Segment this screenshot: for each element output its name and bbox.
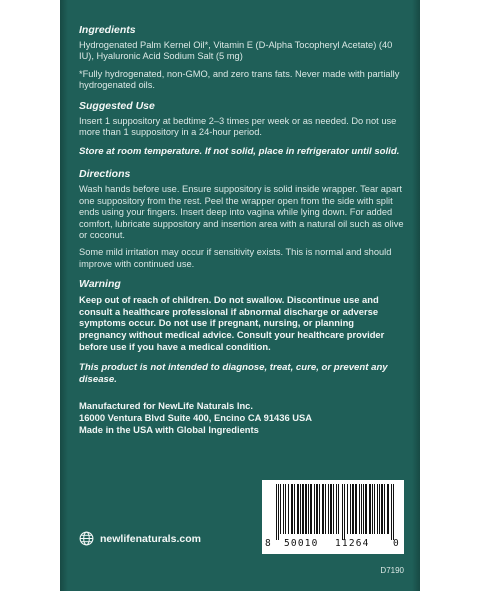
ingredients-heading: Ingredients [79,24,136,36]
barcode-bar [297,484,299,534]
barcode-bar [338,484,339,534]
manufacturer-info [79,400,404,436]
barcode-bar [342,484,343,540]
directions-heading: Directions [79,168,131,181]
warning-heading: Warning [79,278,121,291]
suggested-use-text: Insert 1 suppository at bedtime 2–3 times per week or as needed. Do not use more than 1 suppository in a 24-hour period. [79,115,397,138]
barcode-bar [310,484,312,534]
product-back-panel [60,0,420,591]
barcode-bar [374,484,375,534]
barcode-bar [328,484,329,534]
barcode-bar [369,484,371,534]
barcode-bar [314,484,315,534]
directions-note: Some mild irritation may occur if sensitivity exists. This is normal and should improve with continued use. [79,247,392,269]
ingredients-footnote: *Fully hydrogenated, non-GMO, and zero trans fats. Never made with partially hydrogenated oils. [79,68,400,91]
globe-icon [79,531,94,546]
suggested-use-section [79,100,404,139]
barcode-digit-first: 8 [265,538,271,549]
barcode-bar [352,484,354,534]
barcode-bar [330,484,332,534]
barcode-bar [300,484,301,534]
barcode-bar [322,484,324,534]
barcode [262,480,404,554]
website-text: newlifenaturals.com [100,532,201,545]
barcode-bar [276,484,277,540]
barcode-digit-last: 0 [393,538,399,549]
directions-section [79,168,404,270]
barcode-bar [325,484,326,534]
storage-note: Store at room temperature. If not solid, place in refrigerator until solid. [79,146,400,158]
ingredients-section [79,24,404,92]
barcode-bar [347,484,348,534]
barcode-bar [387,484,389,534]
warning-section [79,278,404,352]
barcode-bar [294,484,295,534]
barcode-bar [285,484,286,534]
suggested-use-heading: Suggested Use [79,99,155,112]
barcode-bar [308,484,309,534]
manufacturer-line-3: Made in the USA with Global Ingredients [79,424,259,436]
footer [79,472,404,575]
barcode-bar [379,484,380,534]
barcode-bar [344,484,345,540]
barcode-bar [384,484,385,534]
barcode-digits-right: 11264 [335,538,370,549]
barcode-bar [391,484,392,540]
barcode-bar [359,484,360,534]
barcode-bar [305,484,307,534]
barcode-digits-left: 50010 [284,538,319,549]
barcode-bar [363,484,364,534]
barcode-bar [365,484,367,534]
barcode-bar [291,484,293,534]
barcode-bar [350,484,351,534]
barcode-bar [355,484,357,534]
manufacturer-line-1: Manufactured for NewLife Naturals Inc. [79,400,253,412]
barcode-bar [361,484,362,534]
barcode-bar [280,484,281,534]
warning-text: Keep out of reach of children. Do not swallow. Discontinue use and consult a healthcare professional if abnormal discharge or adverse symptoms occur. Do not use if pregnant, nursing, or planning pregnancy without medical advice. Consult your healthcare provider before use if you have a medical condition. [79,294,385,352]
barcode-bar [336,484,337,534]
disclaimer: This product is not intended to diagnose, treat, cure, or prevent any disease. [79,362,388,386]
barcode-bar [302,484,304,534]
product-code: D7190 [380,566,404,575]
website-link[interactable] [79,531,201,546]
barcode-bar [319,484,320,534]
barcode-bar [283,484,284,534]
barcode-bar [372,484,373,534]
barcode-bar [288,484,289,534]
barcode-bar [381,484,383,534]
barcode-bar [316,484,318,534]
manufacturer-line-2: 16000 Ventura Blvd Suite 400, Encino CA 91436 USA [79,412,313,424]
barcode-bar [393,484,394,540]
barcode-bar [333,484,334,534]
ingredients-text: Hydrogenated Palm Kernel Oil*, Vitamin E (D-Alpha Tocopheryl Acetate) (40 IU), Hyaluronic Acid Sodium Salt (5 mg) [79,40,393,62]
directions-text: Wash hands before use. Ensure suppository is solid inside wrapper. Tear apart one suppository from the rest. Peel the wrapper open from the side with split ends using your fingers. Insert deep into vagina while lying down. For added comfort, lubricate suppository and insertion area with a natural oil such as olive or coconut. [79,184,404,241]
barcode-bars [268,484,398,540]
barcode-digits [262,538,404,552]
barcode-bar [278,484,279,540]
barcode-bar [377,484,378,534]
